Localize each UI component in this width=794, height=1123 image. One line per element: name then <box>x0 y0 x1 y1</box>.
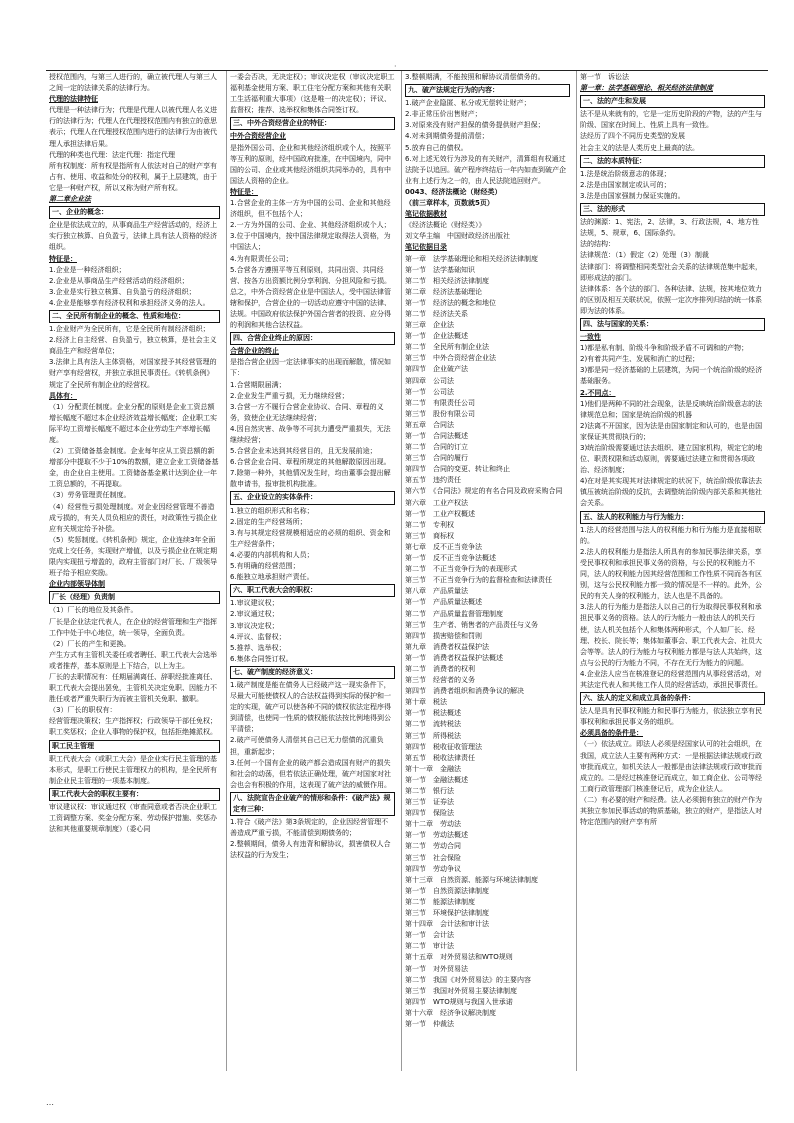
toc-entry: 第一节 经济法的概念和地位 <box>405 298 496 307</box>
toc-entry: 第十一章 金融法 <box>405 764 461 773</box>
col4-paragraph: 法律体系：各个法的部门、各种法律、法规，按其地位效力的区别及相互关联状况，依照一定次序排列归结的统一体系即为法的体系。 <box>580 284 762 315</box>
col4-paragraph: 2.不同点： <box>580 388 616 397</box>
col3-paragraph: 3.整顿期满，不能按照和解协议清偿债务的。 <box>405 73 545 81</box>
toc-entry: 第四节 WTO规则与我国入世承诺 <box>405 997 513 1006</box>
toc-entry: 第二节 全民所有制企业法 <box>405 343 489 352</box>
col1-paragraph: 授权范围内，与第三人进行的，确立被代理人与第三人之间一定的法律关系的法律行为。 <box>49 73 217 93</box>
col3-paragraph: 2.非正常压价出售财产； <box>405 110 482 119</box>
toc-entry: 第二节 劳动合同 <box>405 842 461 851</box>
col1-paragraph: 经营管理决策权；生产指挥权；行政领导干部任免权；职工奖惩权；企业人事物的保护权，包括拒绝摊派权。 <box>49 717 217 737</box>
col2-paragraph: 7.除第一种外，其他情况发生时，均由董事会提出解散申请书，报审批机构批准。 <box>230 469 391 489</box>
toc-entry: 第十四章 会计法和审计法 <box>405 920 489 929</box>
toc-entry: 第四章 公司法 <box>405 376 454 385</box>
toc-entry: 第一节 法学基础知识 <box>405 265 475 274</box>
col2-paragraph: 6.合营企业合同、章程所规定的其他解散原因出现。 <box>230 458 391 467</box>
col2-paragraph: 1.合营企业的主体一方为中国的公司、企业和其他经济组织，但不包括个人； <box>230 199 391 219</box>
col4-paragraph: 第一章：法学基础理论、相关经济法律制度 <box>580 84 713 93</box>
col1-paragraph: 二、全民所有制企业的概念、性质和地位： <box>49 310 220 323</box>
col1-paragraph: 所有权制度：所有权是指所有人依法对自己的财产享有占有、使用、收益和处分的权利，属于上层建筑，由于它是一种财产权，所以又称为财产所有权。 <box>49 161 217 192</box>
col2-paragraph: 1.破产制度是能在债务人已经破产这一现实条件下，尽最大可能使债权人的合法权益得到实际的保护和一定的实现，破产可以使各种不同的债权依法定程序得到清偿，也使同一性质的债权能依法按比例地得到公平清偿； <box>230 680 391 734</box>
col4-paragraph: 六、法人的定义和成立具备的条件： <box>580 692 765 705</box>
col4-paragraph: 1.法是统治阶级意志的体现； <box>580 169 671 178</box>
col2-paragraph: 6.集体合同签订权。 <box>230 654 293 663</box>
col1-paragraph: 1.企业是一种经济组织； <box>49 265 126 274</box>
col2-paragraph: 3.有与其规定经营规模相适应的必须的组织、资金和生产经营条件； <box>230 528 391 548</box>
col1-paragraph: 企业是依法成立的，从事商品生产经营活动的，经济上实行独立核算、自负盈亏，法律上具有法人资格的经济组织。 <box>49 221 217 252</box>
col1-paragraph: 职工代表大会的职权主要有： <box>49 788 220 801</box>
col1-paragraph: 职工民主管理 <box>49 740 220 753</box>
col3-paragraph: 6.对上述无效行为涉及的有关财产，清算组有权通过法院予以追回。破产程序终结后一年内如查到破产企业有上述行为之一的，由人民法院追回财产。 <box>405 154 566 185</box>
col2-paragraph: 5.有明确的经营范围； <box>230 562 300 571</box>
col3-paragraph: 0043、经济法概论（财经类） <box>405 187 502 196</box>
col4-paragraph: 法经历了四个不同历史类型的发展 <box>580 132 685 141</box>
col4-paragraph: 1)他们是两种不同的社会现象，法是反映统治阶级意志的法律规范总和；国家是统治阶级的机器 <box>580 399 763 419</box>
col3-paragraph: 1.破产企业隐匿、私分或无偿转让财产； <box>405 99 531 108</box>
toc-entry: 第一节 税法概述 <box>405 709 461 718</box>
col1-paragraph: 一、企业的概念： <box>49 206 220 219</box>
toc-entry: 第三节 生产者、销售者的产品责任与义务 <box>405 620 538 629</box>
col4-paragraph: 四、法与国家的关系： <box>580 318 765 331</box>
col4-paragraph: 法的结构： <box>580 240 615 249</box>
toc-entry: 第三节 我国对外贸易主要法律制度 <box>405 986 517 995</box>
toc-entry: 第三节 证券法 <box>405 798 454 807</box>
col1-paragraph: （1）厂长的地位及其条件。 <box>49 606 138 615</box>
col4-paragraph: 一致性 <box>580 333 601 342</box>
col1-paragraph: （5）奖惩制度。《转机条例》规定，企业连续3年全面完成上交任务，实现财产增值，以及亏损企业在规定期限内实现扭亏增盈的，政府主管部门对厂长、厂级领导班子给予相应奖励。 <box>49 535 217 578</box>
col3-paragraph: 《经济法概论（财经类）》 <box>405 221 486 230</box>
col2-paragraph: 一委会否决，无决定权）；审议决定权（审议决定职工福利基金使用方案、职工住宅分配方案和其他有关职工生活福利重大事项）（这是唯一的决定权）；评议、监督权；推荐、选举权和集体合同签订权。 <box>230 73 395 115</box>
col2-paragraph: 总之，中外合资经营企业是中国法人，受中国法律管辖和保护，合营企业的一切活动应遵守中国的法律、法规。中国政府依法保护外国合营者的投资、应分得的利润和其他合法权益。 <box>230 287 391 330</box>
toc-entry: 第四节 税收征收管理法 <box>405 742 482 751</box>
toc-entry: 第四节 保险法 <box>405 809 454 818</box>
toc-entry: 第四节 损害赔偿和罚则 <box>405 631 482 640</box>
toc-entry: 第三节 商标权 <box>405 531 454 540</box>
toc-entry: 第三节 中外合资经营企业法 <box>405 354 496 363</box>
col2-paragraph: 2.固定的生产经营场所； <box>230 517 307 526</box>
col4-paragraph: 2.法人的权利能力是指法人所具有的参加民事法律关系，享受民事权利和承担民事义务的资格，与公民的权利能力不同，法人的权利能力因其经营范围和工作性质不同而各有区别，这与公民权利能力都一致的情况是不一样的。此外，公民的有关人身的权利能力，法人也是不具备的。 <box>580 547 762 601</box>
col2-paragraph: 1.合营期限届满； <box>230 380 286 389</box>
col4-paragraph: 一、法的产生和发展 <box>580 95 765 108</box>
toc-entry: 第二章 经济法基础理论 <box>405 287 482 296</box>
col2-paragraph: 三、中外合资经营企业的特征： <box>230 117 395 130</box>
toc-entry: 第八章 产品质量法 <box>405 587 468 596</box>
toc-entry: 第三节 不正当竞争行为的监督检查和法律责任 <box>405 576 552 585</box>
col4-paragraph: 法的渊源：1、宪法，2、法律，3、行政法规，4、地方性法规，5、规章，6、国际条约。 <box>580 218 759 238</box>
toc-entry: 第二节 审计法 <box>405 942 454 951</box>
col1-paragraph: 1.企业财产为全民所有，它是全民所有制经济组织； <box>49 325 210 334</box>
toc-entry: 第三节 股份有限公司 <box>405 409 475 418</box>
toc-entry: 第六节 《合同法》规定的有名合同及政府采购合同 <box>405 487 563 496</box>
col2-paragraph: 1.审议建议权； <box>230 599 279 608</box>
col4-paragraph: 二、法的本质特征： <box>580 155 765 168</box>
col3-paragraph: 刘文华主编 中国财政经济出版社 <box>405 232 510 241</box>
col2-paragraph: 2.破产可使债务人清偿其自己已无力偿债的沉重负担，重新起步； <box>230 736 384 756</box>
toc-entry: 第五章 合同法 <box>405 420 454 429</box>
col1-paragraph: （1）分配责任制度。企业分配的原则是企业工资总额增长幅度不超过本企业经济效益增长幅度；企业职工实际平均工资增长幅度不超过本企业劳动生产率增长幅度。 <box>49 402 217 444</box>
toc-entry: 第九章 消费者权益保护法 <box>405 642 489 651</box>
col4-paragraph: 3)统治阶级需要通过法去组织、建立国家机构，规定它的地位、职责权限和活动原则，需要通过法建立和贯彻各项政治、经济制度； <box>580 444 763 475</box>
col1-paragraph: 厂长（经理）负责制 <box>49 591 220 604</box>
col4-paragraph: 3.法是由国家强制力保证实施的。 <box>580 191 685 200</box>
col1-paragraph: （3）劳务管理责任制度。 <box>49 491 131 500</box>
col2-paragraph: 4.因自然灾害、战争等不可抗力遭受严重损失，无法继续经营； <box>230 424 391 444</box>
col1-paragraph: 职工代表大会（或职工大会）是企业实行民主管理的基本形式，是职工行使民主管理权力的机构，是全民所有制企业民主管理的一项基本制度。 <box>49 754 217 785</box>
toc-entry: 第十三章 自然资源、能源与环境法律制度 <box>405 875 538 884</box>
col1-paragraph: 3.企业是实行独立核算、自负盈亏的经济组织； <box>49 287 196 296</box>
toc-entry: 第二节 消费者的权利 <box>405 664 475 673</box>
toc-entry: 第一节 仲裁法 <box>405 1019 454 1028</box>
document-page <box>46 70 768 1101</box>
col4-paragraph: （一）依法成立。即法人必须是经国家认可的社会组织，在我国，成立法人主要有两种方式：一是根据法律法规或行政审批而成立，如机关法人一般都是由法律法规或行政审批而成立的。二是经过核准登记而成立，如工商企业、公司等经工商行政管理部门核准登记后，成为企业法人。 <box>580 740 762 793</box>
toc-entry: 第十五章 对外贸易法和WTO规则 <box>405 953 513 962</box>
col2-paragraph: 是指合营企业因一定法律事实的出现而解散，情况如下： <box>230 358 391 378</box>
col2-paragraph: 六、职工代表大会的职权： <box>230 584 395 597</box>
toc-entry: 第二节 专利权 <box>405 520 454 529</box>
col1-paragraph: 具体有： <box>49 391 77 400</box>
toc-entry: 第三节 经营者的义务 <box>405 676 475 685</box>
col4-paragraph: 3.法人的行为能力是指法人以自己的行为取得民事权利和承担民事义务的资格。法人的行为能力一般由法人的机关行使，法人机关包括个人和集体两种形式，个人如厂长、经理、校长、院长等；集体如董事会、职工代表大会、社员大会等等。法人的行为能力与权利能力都是与法人共始终，这点与公民的行为能力不同，不存在无行为能力的问题。 <box>580 603 762 667</box>
col2-paragraph: 3.位于中国境内，按中国法律规定取得法人资格，为中国法人； <box>230 232 391 252</box>
col1-paragraph: （4）经营性亏损处理制度。对企业因经营管理不善造成亏损的，有关人员负相应的责任，对政策性亏损企业应有关规定给予补偿。 <box>49 502 217 533</box>
col3-paragraph: 九、破产法规定行为的内容： <box>405 84 570 97</box>
col2-paragraph: 1.独立的组织形式和名称； <box>230 506 314 515</box>
toc-entry: 第一节 公司法 <box>405 387 454 396</box>
toc-entry: 第三节 所得税法 <box>405 731 461 740</box>
col2-paragraph: 合营企业的终止 <box>230 347 279 356</box>
toc-entry: 第一节 金融法概述 <box>405 775 468 784</box>
col1-paragraph: 2.企业是从事商品生产经营活动的经济组织； <box>49 276 189 285</box>
col2-paragraph: 七、破产制度的经济意义： <box>230 666 395 679</box>
footer-mark: … <box>46 1098 54 1107</box>
col1-paragraph: （2）厂长的产生和更换。 <box>49 639 131 648</box>
toc-entry: 第一节 自然资源法律制度 <box>405 886 489 895</box>
col2-paragraph: 4.评议、监督权； <box>230 632 286 641</box>
col3-paragraph: 笔记依据目录 <box>405 243 447 252</box>
col2-paragraph: 5.推荐、选举权； <box>230 643 286 652</box>
col1-paragraph: 2.经济上自主经营、自负盈亏，独立核算，是社会主义商品生产和经营单位； <box>49 336 217 356</box>
col1-paragraph: 第二章企业法 <box>49 195 91 204</box>
col4-paragraph: 法不是从来就有的，它是一定历史阶段的产物，法的产生与阶级、国家在时间上、性质上具有一致性。 <box>580 110 762 130</box>
col2-paragraph: 1.符合《破产法》第3条规定的，企业因经营管理不善造成严重亏损，不能清偿到期债务的； <box>230 818 389 838</box>
col4-paragraph: 必须具备的条件是： <box>580 729 643 738</box>
col2-paragraph: 2.一方为外国的公司、企业、其他经济组织或个人； <box>230 221 391 230</box>
col4-paragraph: 4.企业法人应当在核准登记的经营范围内从事经营活动，对其法定代表人和其他工作人员的经营活动，承担民事责任。 <box>580 669 762 689</box>
toc-entry: 第一节 合同法概述 <box>405 432 468 440</box>
toc-entry: 第三节 社会保险 <box>405 853 461 862</box>
toc-entry: 第二节 有限责任公司 <box>405 398 475 407</box>
col2-paragraph: 五、企业设立的实体条件： <box>230 491 395 504</box>
col4-paragraph: （二）有必要的财产和经费。法人必须拥有独立的财产作为其独立参加民事活动的物质基础，独立的财产，是指法人对特定范围内的财产享有所 <box>580 795 762 827</box>
toc-entry: 第二节 合同的订立 <box>405 443 468 452</box>
col2-paragraph: 四、合营企业终止的原因： <box>230 332 395 345</box>
col3-paragraph: 3.对原来没有财产担保的债务提供财产担保； <box>405 121 545 130</box>
toc-entry: 第一节 劳动法概述 <box>405 831 468 840</box>
col4-paragraph: 1.法人的经营范围与法人的权利能力和行为能力是直接相联的。 <box>580 525 762 545</box>
col1-paragraph: （3）厂长的职权有： <box>49 706 117 715</box>
col4-paragraph: 法人是具有民事权利能力和民事行为能力，依法独立享有民事权利和承担民事义务的组织。 <box>580 707 762 727</box>
col1-paragraph: 3.法律上具有法人主体资格，对国家授予其经营管理的财产享有经营权，并独立承担民事责任。《转机条例》规定了全民所有制企业的经营权。 <box>49 358 217 389</box>
toc-entry: 第二节 能源法律制度 <box>405 897 475 906</box>
toc-entry: 第一章 法学基础理论和相关经济法律制度 <box>405 254 538 263</box>
toc-entry: 第四节 消费者组织和消费争议的解决 <box>405 687 524 696</box>
toc-entry: 第三章 企业法 <box>405 321 454 330</box>
toc-entry: 第二节 经济法关系 <box>405 309 468 318</box>
col1-paragraph: 4.企业是能够享有经济权利和承担经济义务的法人。 <box>49 298 210 307</box>
col2-paragraph: 2.审议通过权； <box>230 610 279 619</box>
col2-paragraph: 八、法院宣告企业破产的情形和条件：《破产法》规定有三种： <box>230 792 395 816</box>
toc-entry: 第七章 反不正当竞争法 <box>405 542 482 551</box>
col3-paragraph: （前三章样本，页数就5页） <box>405 199 494 208</box>
toc-entry: 第二节 我国《对外贸易法》的主要内容 <box>405 975 531 984</box>
col2-paragraph: 3.任何一个国有企业的破产都会造成国有财产的损失和社会的动荡，但若依法正确处理，破产对国家对社会也会有积极的作用，这表现了破产法的威慑作用。 <box>230 758 391 789</box>
col2-paragraph: 是指外国公司、企业和其他经济组织或个人，按照平等互利的原则，经中国政府批准，在中国境内，同中国的公司、企业或其他经济组织共同举办的，具有中国法人资格的企业。 <box>230 143 391 185</box>
col1-paragraph: 厂长的去职情况有：任期届满离任、辞职经批准离任、职工代表大会提出罢免，主管机关决定免职、因能力不胜任或者严重失职行为而被主管机关免职、撤职。 <box>49 672 217 704</box>
col1-paragraph: 特征是： <box>49 254 77 263</box>
col4-paragraph: 第一节 诉讼法 <box>580 73 629 81</box>
col1-paragraph: （2）工资储备基金制度。企业每年应从工资总额的新增部分中提取不少于10%的数额，建立企业工资储备基金，由企业自主使用。工资储备基金累计达到企业一年工资总额的，不再提取。 <box>49 447 219 489</box>
col4-paragraph: 法律规范：（1）假定（2）处理（3）制裁 <box>580 251 709 260</box>
col1-paragraph: 代理是一种法律行为；代理是代理人以被代理人名义进行的法律行为；代理人在代理授权范围内有独立的意思表示；代理人在代理授权范围内进行的法律行为由被代理人承担法律后果。 <box>49 106 217 148</box>
toc-entry: 第四节 企业破产法 <box>405 365 468 374</box>
col4-paragraph: 五、法人的权利能力与行为能力： <box>580 511 765 524</box>
toc-entry: 第二节 不正当竞争行为的表现形式 <box>405 565 517 574</box>
toc-entry: 第二节 银行法 <box>405 787 454 795</box>
toc-entry: 第十二章 劳动法 <box>405 820 461 829</box>
col2-paragraph: 2.企业发生严重亏损，无力继续经营； <box>230 391 349 400</box>
column-4 <box>576 71 768 1071</box>
toc-entry: 第五节 税收法律责任 <box>405 753 475 762</box>
toc-entry: 第四节 劳动争议 <box>405 864 461 873</box>
toc-entry: 第一节 工业产权概述 <box>405 509 475 518</box>
column-3 <box>401 71 573 1071</box>
toc-entry: 第十章 税法 <box>405 698 447 707</box>
toc-entry: 第一节 反不正当竞争法概述 <box>405 554 496 563</box>
toc-entry: 第六章 工业产权法 <box>405 498 468 507</box>
col1-paragraph: 企业内部领导体制 <box>49 580 105 589</box>
toc-entry: 第一节 对外贸易法 <box>405 964 468 973</box>
col2-paragraph: 4.为有限责任公司； <box>230 254 293 263</box>
col3-paragraph: 5.放弃自己的债权。 <box>405 143 468 152</box>
toc-entry: 第二节 产品质量监督管理制度 <box>405 609 503 618</box>
toc-entry: 第一节 产品质量法概述 <box>405 598 482 607</box>
col3-paragraph: 笔记依据教材 <box>405 210 447 219</box>
col4-paragraph: 1)都是私有制、阶级斗争和阶级矛盾不可调和的产物； <box>580 344 749 353</box>
col4-paragraph: 法律部门：将调整相同类型社会关系的法律规范集中起来，即形成法的部门。 <box>580 262 762 282</box>
col2-paragraph: 中外合资经营企业 <box>230 132 286 141</box>
toc-entry: 第三节 合同的履行 <box>405 454 468 463</box>
col2-paragraph: 5.合营企业未达到其经营目的，且无发展前途； <box>230 447 377 456</box>
col1-paragraph: 代理的种类也代理：法定代理：指定代理 <box>49 150 175 159</box>
col2-paragraph: 3.审议决定权； <box>230 621 279 630</box>
col1-paragraph: 厂长是企业法定代表人，在企业的经营管理和生产指挥工作中处于中心地位，统一领导，全面负责。 <box>49 617 217 637</box>
col2-paragraph: 6.能独立地承担财产责任。 <box>230 573 314 582</box>
col4-paragraph: 2.法是由国家制定或认可的； <box>580 180 671 189</box>
toc-entry: 第二节 相关经济法律制度 <box>405 276 489 285</box>
col3-paragraph: 4.对未到期债务提前清偿； <box>405 132 489 141</box>
header-mark: · <box>394 62 397 71</box>
col1-paragraph: 代理的法律特征 <box>49 95 98 104</box>
col4-paragraph: 三、法的形式 <box>580 203 765 216</box>
col4-paragraph: 4)在对是其实现其对法律规定的状况下，统治阶级依靠法去镇压被统治阶级的反抗，去调整统治阶级内部关系和其他社会关系。 <box>580 477 763 508</box>
toc-entry: 第二节 流转税法 <box>405 720 461 729</box>
toc-entry: 第十六章 经济争议解决制度 <box>405 1008 496 1017</box>
col4-paragraph: 2)法离不开国家，因为法是由国家制定和认可的，也是由国家保证其贯彻执行的； <box>580 421 763 441</box>
col4-paragraph: 2)有着共同产生、发展和消亡的过程； <box>580 355 700 364</box>
toc-entry: 第一节 企业法概述 <box>405 332 468 341</box>
toc-entry: 第三节 环境保护法律制度 <box>405 909 489 918</box>
toc-entry: 第四节 合同的变更、转让和终止 <box>405 465 510 474</box>
col2-paragraph: 2.整顿期间，债务人有违背和解协议，损害债权人合法权益的行为发生； <box>230 840 391 860</box>
col2-paragraph: 5.合营各方遵照平等互利原则，共同出资、共同经营、按各方出资额比例分享利润、分担风险和亏损。 <box>230 265 391 285</box>
col2-paragraph: 特征是： <box>230 187 258 196</box>
toc-entry: 第五节 违约责任 <box>405 476 461 485</box>
table-of-contents <box>405 254 570 1031</box>
col4-paragraph: 3)都是同一经济基础的上层建筑，为同一个统治阶级的经济基础服务。 <box>580 366 763 386</box>
column-2 <box>226 71 398 1071</box>
toc-entry: 第一节 消费者权益保护法概述 <box>405 653 503 662</box>
col4-paragraph: 社会主义的法是人类历史上最高的法。 <box>580 143 699 152</box>
col2-paragraph: 3.合营一方不履行合营企业协议、合同、章程的义务，致使企业无法继续经营； <box>230 402 384 422</box>
toc-entry: 第一节 会计法 <box>405 931 454 940</box>
col2-paragraph: 4.必要的内部机构和人员； <box>230 550 314 559</box>
col1-paragraph: 审议建议权：审议通过权（审查同意或者否决企业职工工资调整方案、奖金分配方案、劳动保护措施、奖惩办法和其他重要规章制度）（委心同 <box>49 803 217 834</box>
col1-paragraph: 产生方式有主管机关委任或者聘任、职工代表大会选举或者推荐，基本原则是上下结合，以上为主。 <box>49 650 217 670</box>
column-1 <box>46 71 223 1071</box>
